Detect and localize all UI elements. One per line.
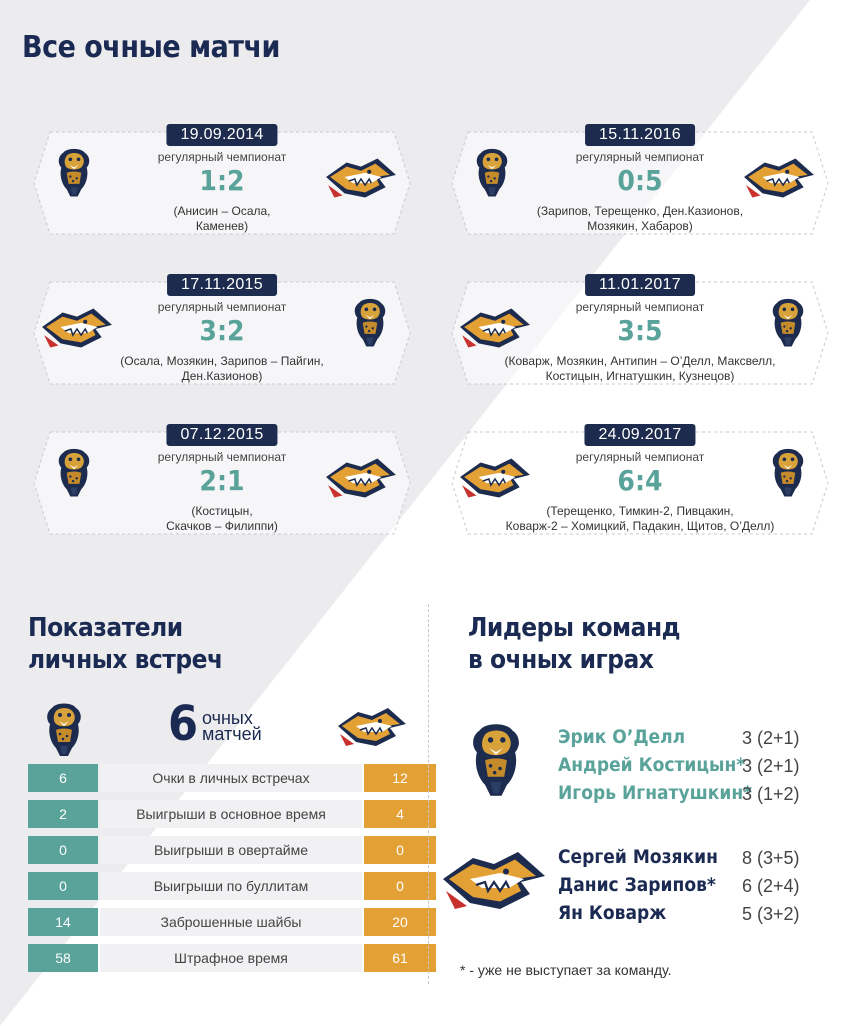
match-score: 1:2	[199, 164, 245, 197]
scorers-line: (Зарипов, Терещенко, Ден.Казионов,	[536, 204, 744, 218]
stats-label: Заброшенные шайбы	[100, 908, 362, 936]
match-card	[32, 278, 412, 388]
leaders-title-line1: Лидеры команд	[468, 613, 681, 643]
stats-left-value: 0	[28, 836, 98, 864]
scorers-line: (Анисин – Осала,	[173, 204, 271, 218]
match-date: 11.01.2017	[585, 274, 695, 296]
magnitka-logo	[742, 156, 816, 207]
match-scorers	[32, 204, 412, 234]
leader-name: Игорь Игнатушкин*	[558, 782, 753, 804]
match-card	[32, 428, 412, 538]
panther-logo	[54, 446, 94, 503]
stats-label: Выигрыши по буллитам	[100, 872, 362, 900]
leader-points: 5 (3+2)	[742, 904, 800, 924]
leader-points: 8 (3+5)	[742, 848, 800, 868]
panther-logo-large	[466, 714, 526, 809]
stats-title	[28, 612, 223, 676]
leaders-title	[468, 612, 680, 676]
match-score: 2:1	[199, 464, 245, 497]
stats-label: Штрафное время	[100, 944, 362, 972]
leader-points: 6 (2+4)	[742, 876, 800, 896]
leader-name: Сергей Мозякин	[558, 846, 718, 868]
leader-points: 3 (1+2)	[742, 784, 800, 804]
match-score: 3:2	[199, 314, 245, 347]
leader-points: 3 (2+1)	[742, 756, 800, 776]
match-score: 3:5	[617, 314, 663, 347]
match-card	[32, 128, 412, 238]
match-date: 15.11.2016	[585, 124, 695, 146]
matches-word	[202, 710, 262, 742]
match-scorers	[450, 204, 830, 234]
stats-row	[28, 800, 408, 828]
panther-logo	[472, 146, 512, 203]
magnitka-logo	[458, 306, 532, 357]
scorers-line: Костицын, Игнатушкин, Кузнецов)	[545, 369, 735, 383]
match-stage: регулярный чемпионат	[157, 300, 287, 314]
magnitka-logo	[336, 706, 408, 755]
match-date: 24.09.2017	[584, 424, 695, 446]
match-stage: регулярный чемпионат	[575, 300, 705, 314]
match-score: 0:5	[617, 164, 663, 197]
footnote: * - уже не выступает за команду.	[460, 962, 672, 978]
match-scorers	[32, 354, 412, 384]
match-card	[450, 128, 830, 238]
match-card	[450, 428, 830, 538]
match-stage: регулярный чемпионат	[575, 150, 705, 164]
leader-name: Ян Коварж	[558, 902, 667, 924]
section-divider	[428, 604, 429, 984]
stats-right-value: 61	[364, 944, 436, 972]
stats-label: Очки в личных встречах	[100, 764, 362, 792]
stats-left-value: 6	[28, 764, 98, 792]
panther-logo	[350, 296, 390, 353]
magnitka-logo-large	[440, 848, 548, 921]
stats-right-value: 12	[364, 764, 436, 792]
leader-name: Данис Зарипов*	[558, 874, 716, 896]
stats-right-value: 20	[364, 908, 436, 936]
stats-label: Выигрыши в основное время	[100, 800, 362, 828]
leader-points: 3 (2+1)	[742, 728, 800, 748]
stats-row	[28, 836, 408, 864]
match-scorers	[32, 504, 412, 534]
stats-row	[28, 764, 408, 792]
match-date: 19.09.2014	[166, 124, 277, 146]
scorers-line: (Осала, Мозякин, Зарипов – Пайгин,	[120, 354, 324, 368]
stats-left-value: 58	[28, 944, 98, 972]
page-title: Все очные матчи	[22, 30, 280, 65]
stats-title-line1: Показатели	[28, 613, 183, 643]
stats-left-value: 0	[28, 872, 98, 900]
scorers-line: (Коварж, Мозякин, Антипин – О’Делл, Максвелл,	[504, 354, 776, 368]
match-score: 6:4	[617, 464, 663, 497]
matches-word1: очных	[202, 708, 253, 728]
match-date: 17.11.2015	[167, 274, 277, 296]
stats-row	[28, 944, 408, 972]
stats-left-value: 14	[28, 908, 98, 936]
leaders-title-line2: в очных играх	[468, 645, 654, 675]
matches-count: 6	[168, 696, 199, 752]
scorers-line: Коварж-2 – Хомицкий, Падакин, Щитов, О’Делл)	[505, 519, 775, 533]
scorers-line: (Костицын,	[191, 504, 253, 518]
leader-name: Андрей Костицын*	[558, 754, 746, 776]
stats-right-value: 0	[364, 836, 436, 864]
matches-count-block	[168, 696, 262, 752]
magnitka-logo	[324, 456, 398, 507]
scorers-line: Мозякин, Хабаров)	[587, 219, 693, 233]
stats-row	[28, 908, 408, 936]
stats-row	[28, 872, 408, 900]
stats-right-value: 4	[364, 800, 436, 828]
scorers-line: Скачков – Филиппи)	[166, 519, 278, 533]
stats-label: Выигрыши в овертайме	[100, 836, 362, 864]
match-card	[450, 278, 830, 388]
magnitka-logo	[40, 306, 114, 357]
match-stage: регулярный чемпионат	[575, 450, 705, 464]
leader-name: Эрик О’Делл	[558, 726, 686, 748]
scorers-line: Каменев)	[195, 219, 249, 233]
match-scorers	[450, 354, 830, 384]
panther-logo	[768, 296, 808, 353]
magnitka-logo	[324, 156, 398, 207]
scorers-line: (Терещенко, Тимкин-2, Пивцакин,	[546, 504, 734, 518]
panther-logo	[42, 702, 86, 761]
scorers-line: Ден.Казионов)	[181, 369, 263, 383]
match-stage: регулярный чемпионат	[157, 450, 287, 464]
stats-right-value: 0	[364, 872, 436, 900]
matches-word2: матчей	[202, 724, 262, 744]
match-stage: регулярный чемпионат	[157, 150, 287, 164]
panther-logo	[54, 146, 94, 203]
match-date: 07.12.2015	[166, 424, 277, 446]
stats-title-line2: личных встреч	[28, 645, 223, 675]
panther-logo	[768, 446, 808, 503]
magnitka-logo	[458, 456, 532, 507]
stats-left-value: 2	[28, 800, 98, 828]
match-scorers	[450, 504, 830, 534]
